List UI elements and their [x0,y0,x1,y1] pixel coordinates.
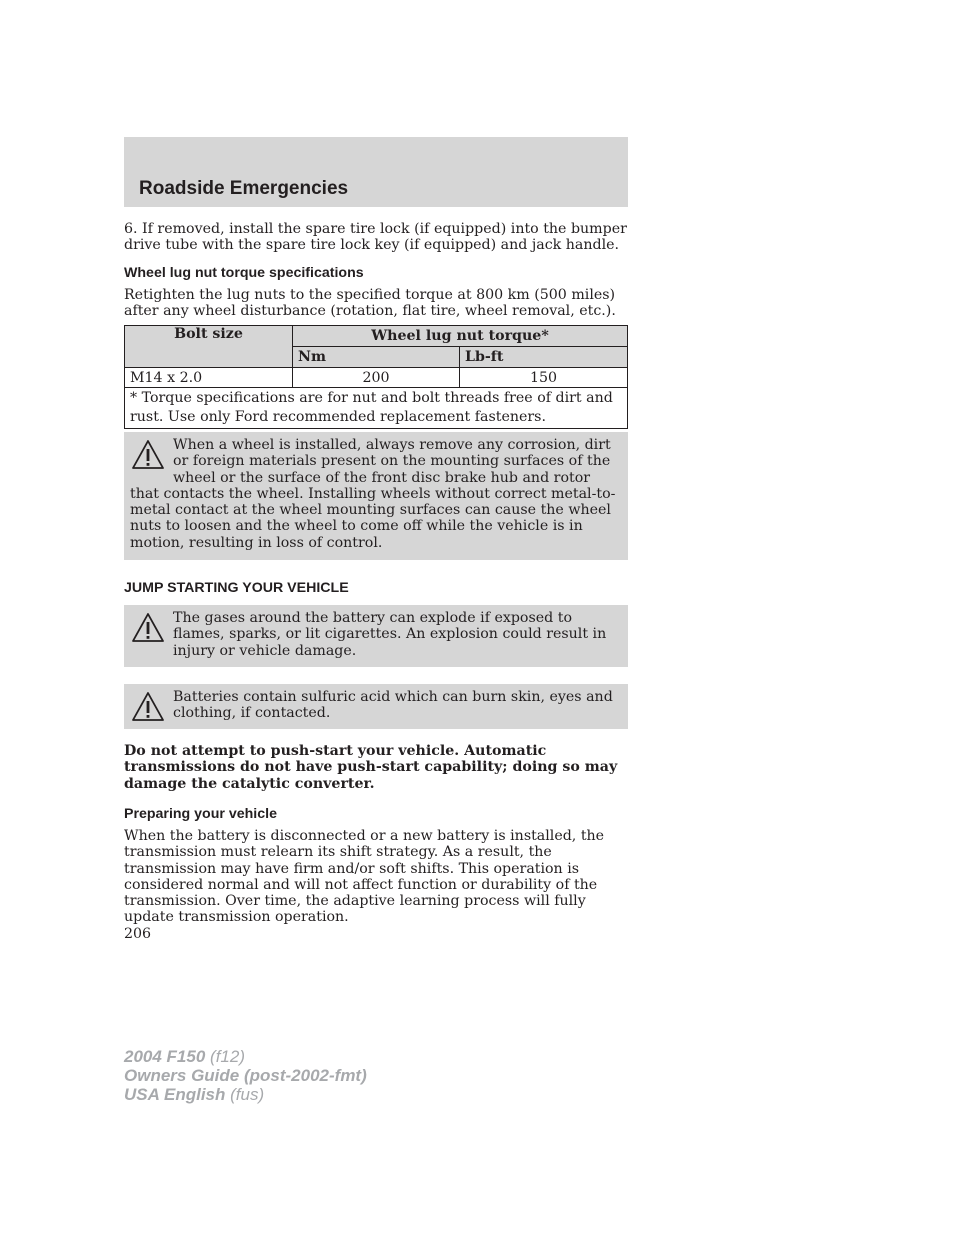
push-start-note: Do not attempt to push-start your vehicle. Automatic transmissions do not have push-start capability; doing so may damage the catalytic converter. [124,743,618,792]
footer-model: 2004 F150 [124,1047,206,1066]
col-header-nm: Nm [293,347,460,368]
table-row [125,368,628,388]
battery-gas-warning-text: The gases around the battery can explode if exposed to flames, sparks, or lit cigarettes. An explosion could result in injury or vehicle damage. [173,610,607,659]
cell-nm: 200 [293,368,460,388]
preparing-text: When the battery is disconnected or a new battery is installed, the transmission must relearn its shift strategy. As a result, the transmission may have firm and/or soft shifts. This operation is considered normal and will not affect function or durability of the transmission. Over time, the adaptive learning process will fully update transmission operation. [124,828,605,926]
jump-start-heading: JUMP STARTING YOUR VEHICLE [124,580,349,596]
warning-triangle-icon [130,690,166,724]
cell-lbft: 150 [460,368,628,388]
torque-intro: Retighten the lug nuts to the specified torque at 800 km (500 miles) after any wheel disturbance (rotation, flat tire, wheel removal, etc.). [124,287,616,320]
col-header-bolt-size: Bolt size [125,326,293,368]
wheel-warning-box [124,432,628,560]
section-header [124,137,628,207]
col-header-torque: Wheel lug nut torque* [293,326,628,347]
footer-language-code: (fus) [230,1085,265,1104]
warning-triangle-icon [130,611,166,645]
step-6-text: 6. If removed, install the spare tire lock (if equipped) into the bumper drive tube with the spare tire lock key (if equipped) and jack handle. [124,221,627,254]
torque-table [124,325,628,429]
battery-acid-warning-box [124,684,628,729]
section-title: Roadside Emergencies [139,178,349,199]
warning-triangle-icon [130,438,166,472]
wheel-warning-text: When a wheel is installed, always remove any corrosion, dirt or foreign materials present on the mounting surfaces of the wheel or the surface of the front disc brake hub and rotor that contacts the wheel. Installing wheels without correct metal-to-metal contact at the wheel mounting surfaces can cause the wheel nuts to loosen and the wheel to come off while the vehicle is in motion, resulting in loss of control. [130,437,616,551]
cell-bolt-size: M14 x 2.0 [125,368,293,388]
table-footnote: * Torque specifications are for nut and bolt threads free of dirt and rust. Use only Ford recommended replacement fasteners. [125,388,628,429]
document-footer [124,1047,367,1104]
footer-guide: Owners Guide (post-2002-fmt) [124,1066,367,1085]
page-number: 206 [124,926,152,942]
battery-gas-warning-box [124,605,628,667]
footer-language: USA English [124,1085,226,1104]
footer-model-code: (f12) [210,1047,245,1066]
battery-acid-warning-text: Batteries contain sulfuric acid which can burn skin, eyes and clothing, if contacted. [173,689,613,722]
preparing-heading: Preparing your vehicle [124,806,277,822]
col-header-lbft: Lb-ft [460,347,628,368]
torque-heading: Wheel lug nut torque specifications [124,265,364,281]
